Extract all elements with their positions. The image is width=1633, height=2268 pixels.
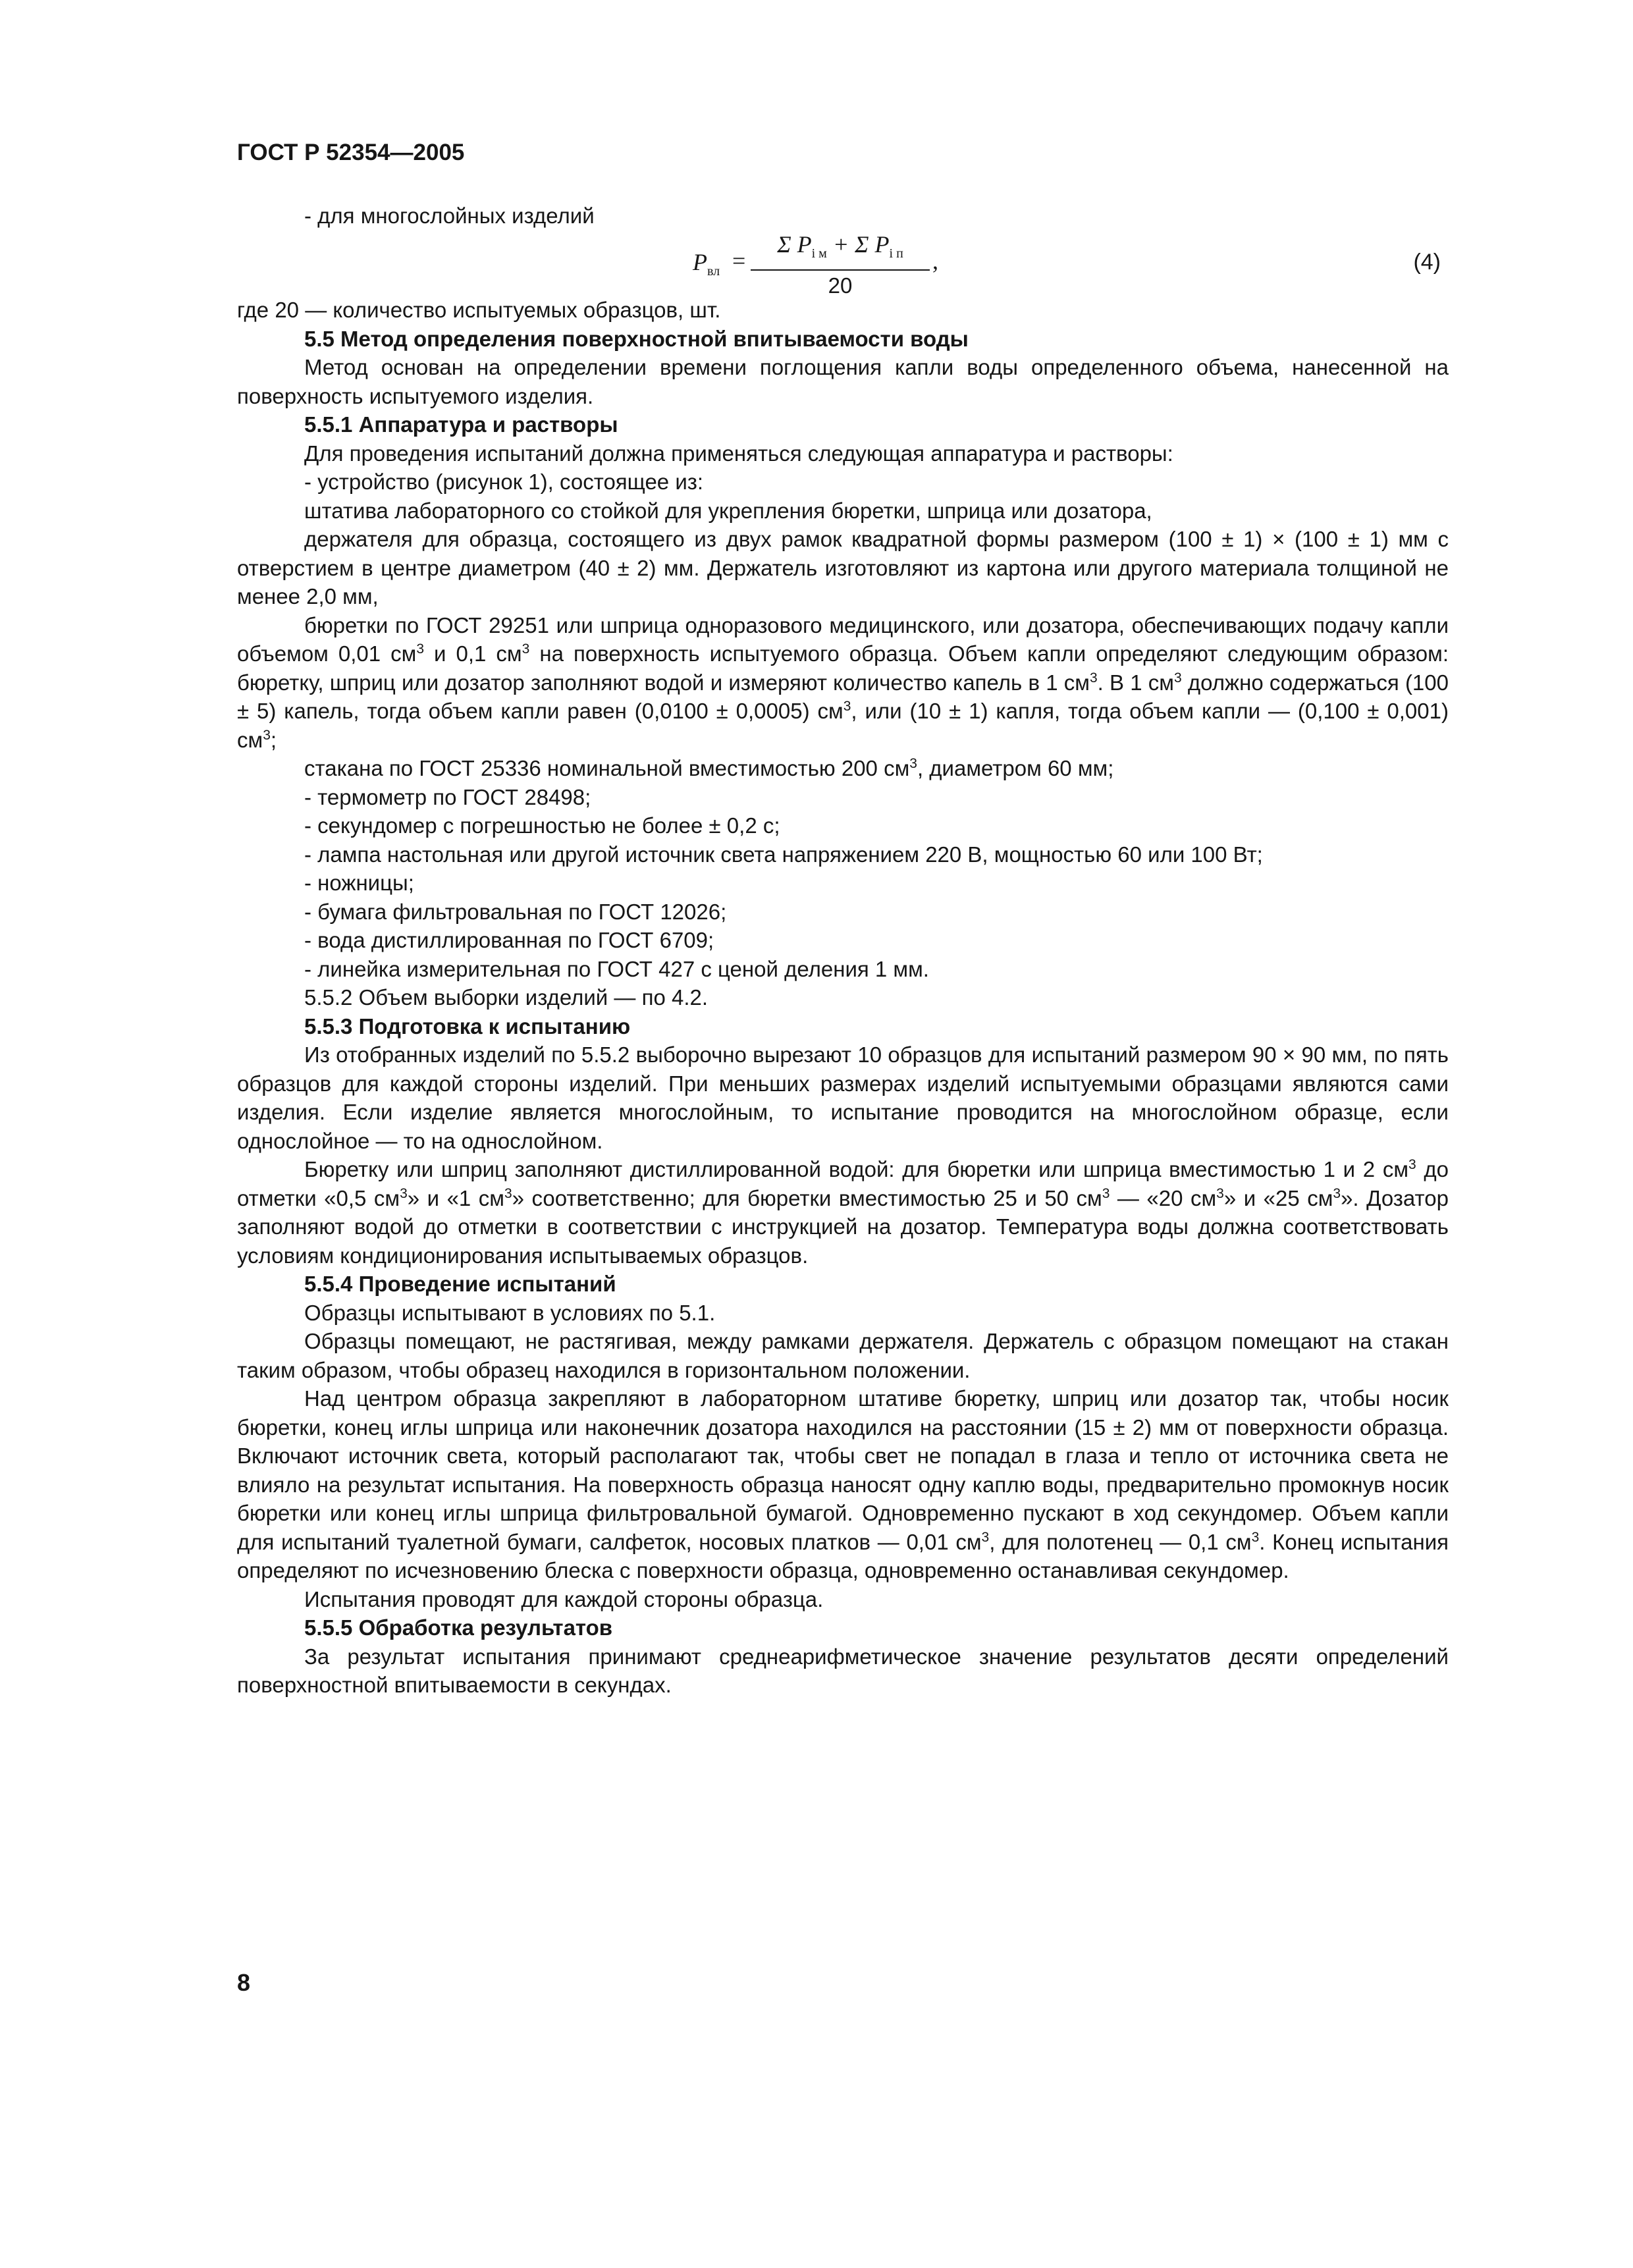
- testing-paragraph-4: Испытания проводят для каждой стороны образца.: [304, 1586, 824, 1611]
- section-5-5-title: 5.5 Метод определения поверхностной впитываемости воды: [304, 326, 969, 351]
- formula-4: [237, 230, 1449, 296]
- formula-fraction: [751, 230, 930, 301]
- apparatus-item-lamp: - лампа настольная или другой источник света напряжением 220 В, мощностью 60 или 100 Вт;: [304, 842, 1263, 867]
- preparation-paragraph-2: Бюретку или шприц заполняют дистиллированной водой: для бюретки или шприца вместимостью 1 и 2 $см^3$ до отметки «0,5 $см^3$» и «1 $см^3$» соответственно; для бюретки вместимостью 25 и 50 $см^3$ — «20 $см^3$» и «25 $см^3$». Дозатор заполняют водой до отметки в соответствии с инструкцией на дозатор. Температура воды должна соответствовать условиям кондиционирования испытываемых образцов.: [237, 1157, 1449, 1268]
- document-page: [237, 138, 1449, 1700]
- apparatus-intro: Для проведения испытаний должна применяться следующая аппаратура и растворы:: [304, 441, 1173, 466]
- section-5-5-5-title: 5.5.5 Обработка результатов: [304, 1615, 613, 1640]
- where-line: где 20 — количество испытуемых образцов, шт.: [237, 298, 721, 322]
- testing-paragraph-2: Образцы помещают, не растягивая, между рамками держателя. Держатель с образцом помещают на стакан таким образом, чтобы образец находился в горизонтальном положении.: [237, 1329, 1449, 1382]
- apparatus-item-filter-paper: - бумага фильтровальная по ГОСТ 12026;: [304, 899, 727, 924]
- formula-number: (4): [1413, 250, 1441, 275]
- results-paragraph: За результат испытания принимают среднеарифметическое значение результатов десяти определений поверхностной впитываемости в секундах.: [237, 1644, 1449, 1697]
- apparatus-item-stopwatch: - секундомер с погрешностью не более ± 0,2 с;: [304, 813, 780, 838]
- beaker-line: стакана по ГОСТ 25336 номинальной вместимостью 200 $см^3$, диаметром 60 мм;: [304, 756, 1114, 780]
- device-line: - устройство (рисунок 1), состоящее из:: [304, 470, 704, 494]
- section-5-5-3-title: 5.5.3 Подготовка к испытанию: [304, 1013, 631, 1039]
- formula-denominator: 20: [828, 273, 853, 298]
- apparatus-item-scissors: - ножницы;: [304, 871, 414, 895]
- multilayer-line: - для многослойных изделий: [304, 203, 595, 228]
- section-5-5-1-title: 5.5.1 Аппаратура и растворы: [304, 412, 618, 437]
- document-header: ГОСТ Р 52354—2005: [237, 140, 465, 165]
- formula-lhs: $P_{вл}$: [693, 249, 720, 279]
- burette-paragraph: бюретки по ГОСТ 29251 или шприца одноразового медицинского, или дозатора, обеспечивающих подачу капли объемом 0,01 $см^3$ и 0,1 $см^3$ на поверхность испытуемого образца. Объем капли определяют следующим образом: бюретку, шприц или дозатор заполняют водой и измеряют количество капель в 1 $см^3$. В 1 $см^3$ должно содержаться (100 ± 5) капель, тогда объем капли равен (0,0100 ± 0,0005) $см^3$, или (10 ± 1) капля, тогда объем капли — (0,100 ± 0,001) $см^3$;: [237, 612, 1449, 752]
- section-5-5-4-title: 5.5.4 Проведение испытаний: [304, 1272, 616, 1296]
- formula-comma: ,: [932, 248, 938, 274]
- apparatus-item-ruler: - линейка измерительная по ГОСТ 427 с ценой деления 1 мм.: [304, 956, 929, 981]
- formula-numerator: Σ $P_{i м} + \Sigma$ $P_{i п}$: [751, 230, 930, 271]
- page-number: 8: [237, 1969, 251, 1996]
- formula-equals: =: [732, 248, 746, 274]
- testing-paragraph-3: Над центром образца закрепляют в лабораторном штативе бюретку, шприц или дозатор так, чтобы носик бюретки, конец иглы шприца или наконечник дозатора находился на расстоянии (15 ± 2) мм от поверхности образца. Включают источник света, который располагают так, чтобы свет не попадал в глаза и тепло от источника света не влияло на результат испытания. На поверхность образца наносят одну каплю воды, предварительно промокнув носик бюретки или конец иглы шприца фильтровальной бумагой. Одновременно пускают в ход секундомер. Объем капли для испытаний туалетной бумаги, салфеток, носовых платков — 0,01 $см^3$, для полотенец — 0,1 $см^3$. Конец испытания определяют по исчезновению блеска с поверхности образца, одновременно останавливая секундомер.: [237, 1386, 1449, 1582]
- apparatus-item-distilled-water: - вода дистиллированная по ГОСТ 6709;: [304, 928, 714, 952]
- stand-line: штатива лабораторного со стойкой для укрепления бюретки, шприца или дозатора,: [304, 498, 1152, 523]
- section-5-5-2: 5.5.2 Объем выборки изделий — по 4.2.: [304, 985, 709, 1010]
- testing-paragraph-1: Образцы испытывают в условиях по 5.1.: [304, 1300, 716, 1325]
- apparatus-item-thermometer: - термометр по ГОСТ 28498;: [304, 784, 591, 809]
- section-5-5-text: Метод основан на определении времени поглощения капли воды определенного объема, нанесенной на поверхность испытуемого изделия.: [237, 355, 1449, 408]
- holder-paragraph: держателя для образца, состоящего из двух рамок квадратной формы размером (100 ± 1) × (100 ± 1) мм с отверстием в центре диаметром (40 ± 2) мм. Держатель изготовляют из картона или другого материала толщиной не менее 2,0 мм,: [237, 527, 1449, 608]
- preparation-paragraph-1: Из отобранных изделий по 5.5.2 выборочно вырезают 10 образцов для испытаний размером 90 × 90 мм, по пять образцов для каждой стороны изделий. При меньших размерах изделий испытуемыми образцами являются сами изделия. Если изделие является многослойным, то испытание проводится на многослойном образце, если однослойное — то на однослойном.: [237, 1042, 1449, 1153]
